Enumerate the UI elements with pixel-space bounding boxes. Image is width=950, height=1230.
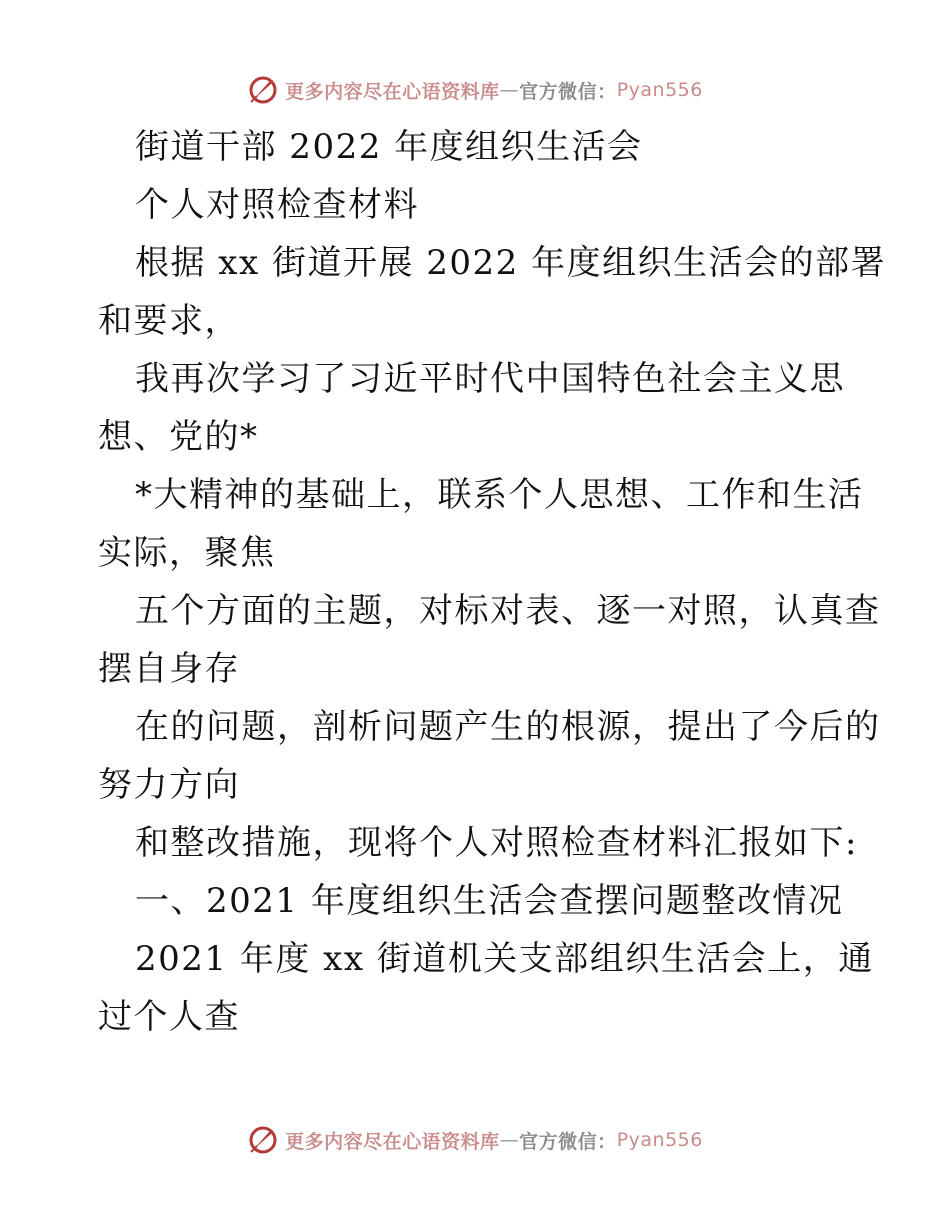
header-watermark [0,70,950,110]
doc-title-line: 街道干部 2022 年度组织生活会 [135,127,643,167]
watermark-wechat-label: 官方微信： [519,80,617,103]
doc-text-line: 和要求， [98,301,240,341]
watermark-wechat-label: 官方微信： [519,1130,617,1153]
watermark-brand: 更多内容尽在心语资料库 [285,1130,500,1153]
doc-text-line: 和整改措施，现将个人对照检查材料汇报如下: [135,823,858,863]
watermark-brand: 更多内容尽在心语资料库 [285,80,500,103]
doc-section-heading: 一、2021 年度组织生活会查摆问题整改情况 [135,881,844,921]
doc-text-line: 我再次学习了习近平时代中国特色社会主义思 [135,359,845,399]
doc-text-line: 2021 年度 xx 街道机关支部组织生活会上，通 [135,939,874,979]
doc-text-line: 根据 xx 街道开展 2022 年度组织生活会的部署 [135,243,887,283]
doc-subtitle-line: 个人对照检查材料 [135,185,419,225]
doc-text-line: 过个人查 [98,997,240,1037]
doc-text-line: *大精神的基础上，联系个人思想、工作和生活 [135,475,864,515]
doc-text-line: 努力方向 [98,765,240,805]
doc-text-line: 想、党的* [98,417,259,457]
doc-text-line: 在的问题，剖析问题产生的根源，提出了今后的 [135,707,881,747]
doc-text-line: 实际，聚焦 [98,533,276,573]
watermark-wechat-id: Pyan556 [616,79,703,101]
doc-text-line: 五个方面的主题，对标对表、逐一对照，认真查 [135,591,881,631]
quill-logo-icon [247,1124,279,1156]
doc-text-line: 摆自身存 [98,649,240,689]
quill-logo-icon [247,74,279,106]
footer-watermark [0,1120,950,1160]
watermark-dash: — [499,1129,520,1151]
watermark-dash: — [499,79,520,101]
watermark-wechat-id: Pyan556 [616,1129,703,1151]
